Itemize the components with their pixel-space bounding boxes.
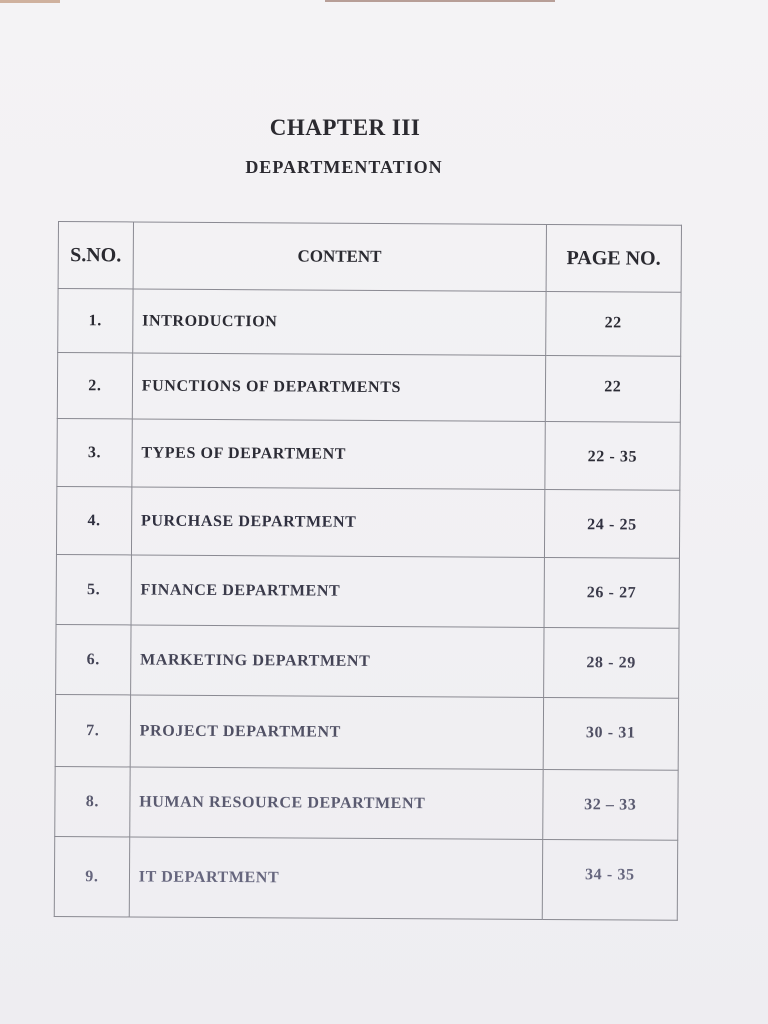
row-page: 22 <box>545 355 681 422</box>
chapter-title: CHAPTER III <box>269 115 421 140</box>
table-row <box>56 486 679 558</box>
contents-table <box>54 221 682 921</box>
row-sno: 5. <box>56 554 131 624</box>
header-sno: S.NO. <box>58 222 133 289</box>
row-content: FINANCE DEPARTMENT <box>131 555 544 628</box>
table-row <box>54 836 677 920</box>
row-page: 34 - 35 <box>542 839 678 920</box>
row-content: FUNCTIONS OF DEPARTMENTS <box>132 353 545 422</box>
row-page: 22 - 35 <box>545 421 681 490</box>
row-sno: 1. <box>58 289 133 353</box>
table-row <box>58 289 681 357</box>
row-page: 22 <box>545 291 681 356</box>
page-edge-mark <box>325 0 555 2</box>
table-row <box>56 554 679 628</box>
table-row <box>55 766 678 840</box>
row-content: PURCHASE DEPARTMENT <box>131 487 544 558</box>
table-row <box>56 624 679 698</box>
row-sno: 6. <box>56 624 131 694</box>
header-page: PAGE NO. <box>546 224 682 292</box>
row-page: 32 – 33 <box>542 769 678 840</box>
table-row <box>57 353 680 423</box>
row-sno: 8. <box>55 766 130 836</box>
table-row <box>55 694 678 770</box>
row-sno: 9. <box>54 836 129 916</box>
row-sno: 2. <box>57 353 132 419</box>
chapter-subtitle: DEPARTMENTATION <box>245 157 443 177</box>
row-page: 30 - 31 <box>543 697 679 770</box>
row-content: MARKETING DEPARTMENT <box>130 625 543 698</box>
row-content: TYPES OF DEPARTMENT <box>132 419 545 490</box>
row-page: 26 - 27 <box>544 557 680 628</box>
header-content: CONTENT <box>133 222 546 292</box>
row-sno: 4. <box>56 486 131 554</box>
row-content: HUMAN RESOURCE DEPARTMENT <box>130 767 543 840</box>
row-content: IT DEPARTMENT <box>129 837 542 920</box>
row-content: PROJECT DEPARTMENT <box>130 695 543 770</box>
table-header-row <box>58 222 681 293</box>
row-content: INTRODUCTION <box>133 289 546 356</box>
row-sno: 7. <box>55 694 130 766</box>
row-page: 28 - 29 <box>543 627 679 698</box>
row-page: 24 - 25 <box>544 489 680 558</box>
row-sno: 3. <box>57 418 132 486</box>
table-row <box>57 418 680 490</box>
page-edge-mark <box>0 0 60 3</box>
